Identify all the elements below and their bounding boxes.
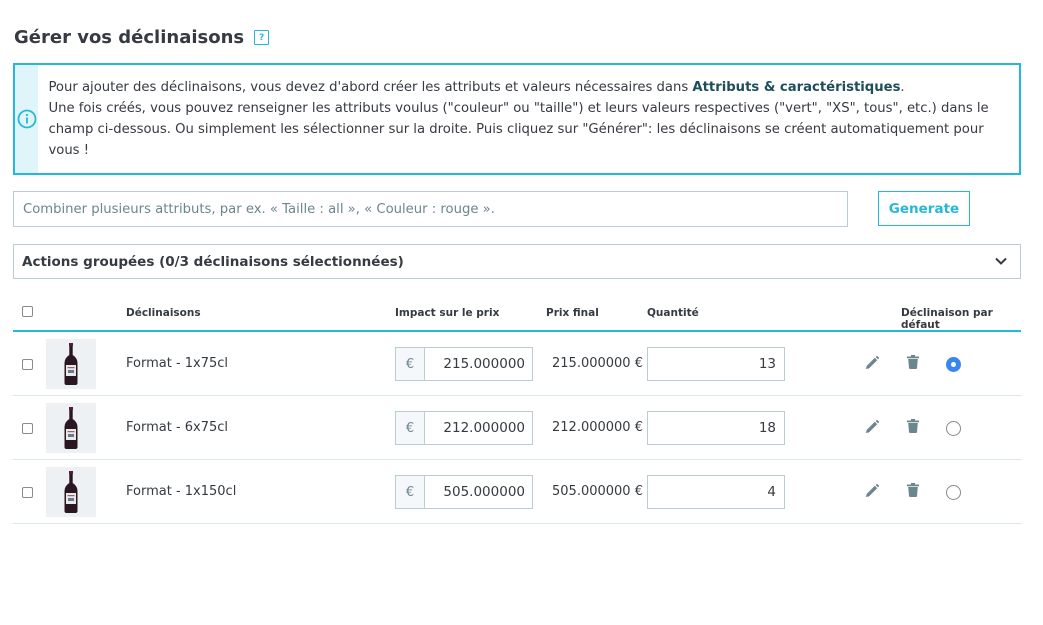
quantity-input[interactable] — [647, 475, 785, 509]
bulk-actions-dropdown[interactable] — [13, 244, 1021, 279]
combination-label: Format - 1x150cl — [126, 484, 237, 499]
price-impact-input[interactable] — [425, 412, 532, 444]
currency-symbol: € — [396, 476, 425, 508]
table-header — [13, 300, 1021, 332]
generate-button[interactable]: Generate — [878, 191, 970, 226]
edit-icon[interactable] — [865, 484, 879, 498]
select-all-checkbox[interactable] — [22, 306, 33, 317]
attributes-link[interactable]: Attributs & caractéristiques — [692, 80, 901, 95]
price-impact-input[interactable] — [425, 476, 532, 508]
row-checkbox[interactable] — [22, 487, 33, 498]
final-price: 505.000000 € — [552, 484, 643, 499]
info-icon — [17, 109, 37, 129]
header-default: Déclinaison par défaut — [901, 307, 993, 331]
table-row — [13, 460, 1021, 524]
chevron-down-icon — [994, 254, 1008, 268]
price-impact-group — [395, 475, 533, 509]
row-checkbox[interactable] — [22, 423, 33, 434]
edit-icon[interactable] — [865, 420, 879, 434]
price-impact-group — [395, 411, 533, 445]
combination-label: Format - 6x75cl — [126, 420, 229, 435]
page-title — [14, 27, 269, 48]
default-radio[interactable] — [946, 421, 961, 436]
price-impact-group — [395, 347, 533, 381]
trash-icon[interactable] — [907, 483, 919, 497]
final-price: 215.000000 € — [552, 356, 643, 371]
combination-label: Format - 1x75cl — [126, 356, 229, 371]
header-quantity: Quantité — [647, 307, 699, 319]
header-combinations: Déclinaisons — [126, 307, 201, 319]
product-thumbnail — [46, 467, 96, 517]
info-alert — [13, 63, 1021, 175]
final-price: 212.000000 € — [552, 420, 643, 435]
product-thumbnail — [46, 339, 96, 389]
default-radio[interactable] — [946, 357, 961, 372]
wine-bottle-icon — [63, 407, 79, 449]
info-icon-area — [15, 65, 38, 173]
table-row — [13, 332, 1021, 396]
edit-icon[interactable] — [865, 356, 879, 370]
quantity-input[interactable] — [647, 347, 785, 381]
table-row — [13, 396, 1021, 460]
bulk-actions-label: Actions groupées (0/3 déclinaisons sélectionnées) — [22, 253, 404, 270]
row-checkbox[interactable] — [22, 359, 33, 370]
currency-symbol: € — [396, 412, 425, 444]
trash-icon[interactable] — [907, 419, 919, 433]
header-final-price: Prix final — [546, 307, 599, 319]
currency-symbol: € — [396, 348, 425, 380]
product-thumbnail — [46, 403, 96, 453]
info-text: Pour ajouter des déclinaisons, vous devez d'abord créer les attributs et valeurs nécessaires dans Attributs & caractéristiques. Une fois créés, vous pouvez renseigner les attributs voulus ("couleur" ou "taille") et leurs valeurs respectives ("vert", "XS", tous", etc.) dans le champ ci-dessous. Ou simplement les sélectionner sur la droite. Puis cliquez sur "Générer": les déclinaisons se créent automatiquement pour vous ! — [48, 80, 989, 158]
wine-bottle-icon — [63, 471, 79, 513]
header-impact: Impact sur le prix — [395, 307, 500, 319]
page-title-text: Gérer vos déclinaisons — [14, 27, 245, 48]
quantity-input[interactable] — [647, 411, 785, 445]
combine-attributes-input[interactable] — [13, 191, 848, 227]
default-radio[interactable] — [946, 485, 961, 500]
trash-icon[interactable] — [907, 355, 919, 369]
help-icon[interactable]: ? — [254, 30, 269, 45]
wine-bottle-icon — [63, 343, 79, 385]
info-body: Une fois créés, vous pouvez renseigner les attributs voulus ("couleur" ou "taille") et leurs valeurs respectives ("vert", "XS", tous", etc.) dans le champ ci-dessous. Ou simplement les sélectionner sur la droite. Puis cliquez sur "Générer": les déclinaisons se créent automatiquement pour vous ! — [48, 101, 989, 158]
price-impact-input[interactable] — [425, 348, 532, 380]
